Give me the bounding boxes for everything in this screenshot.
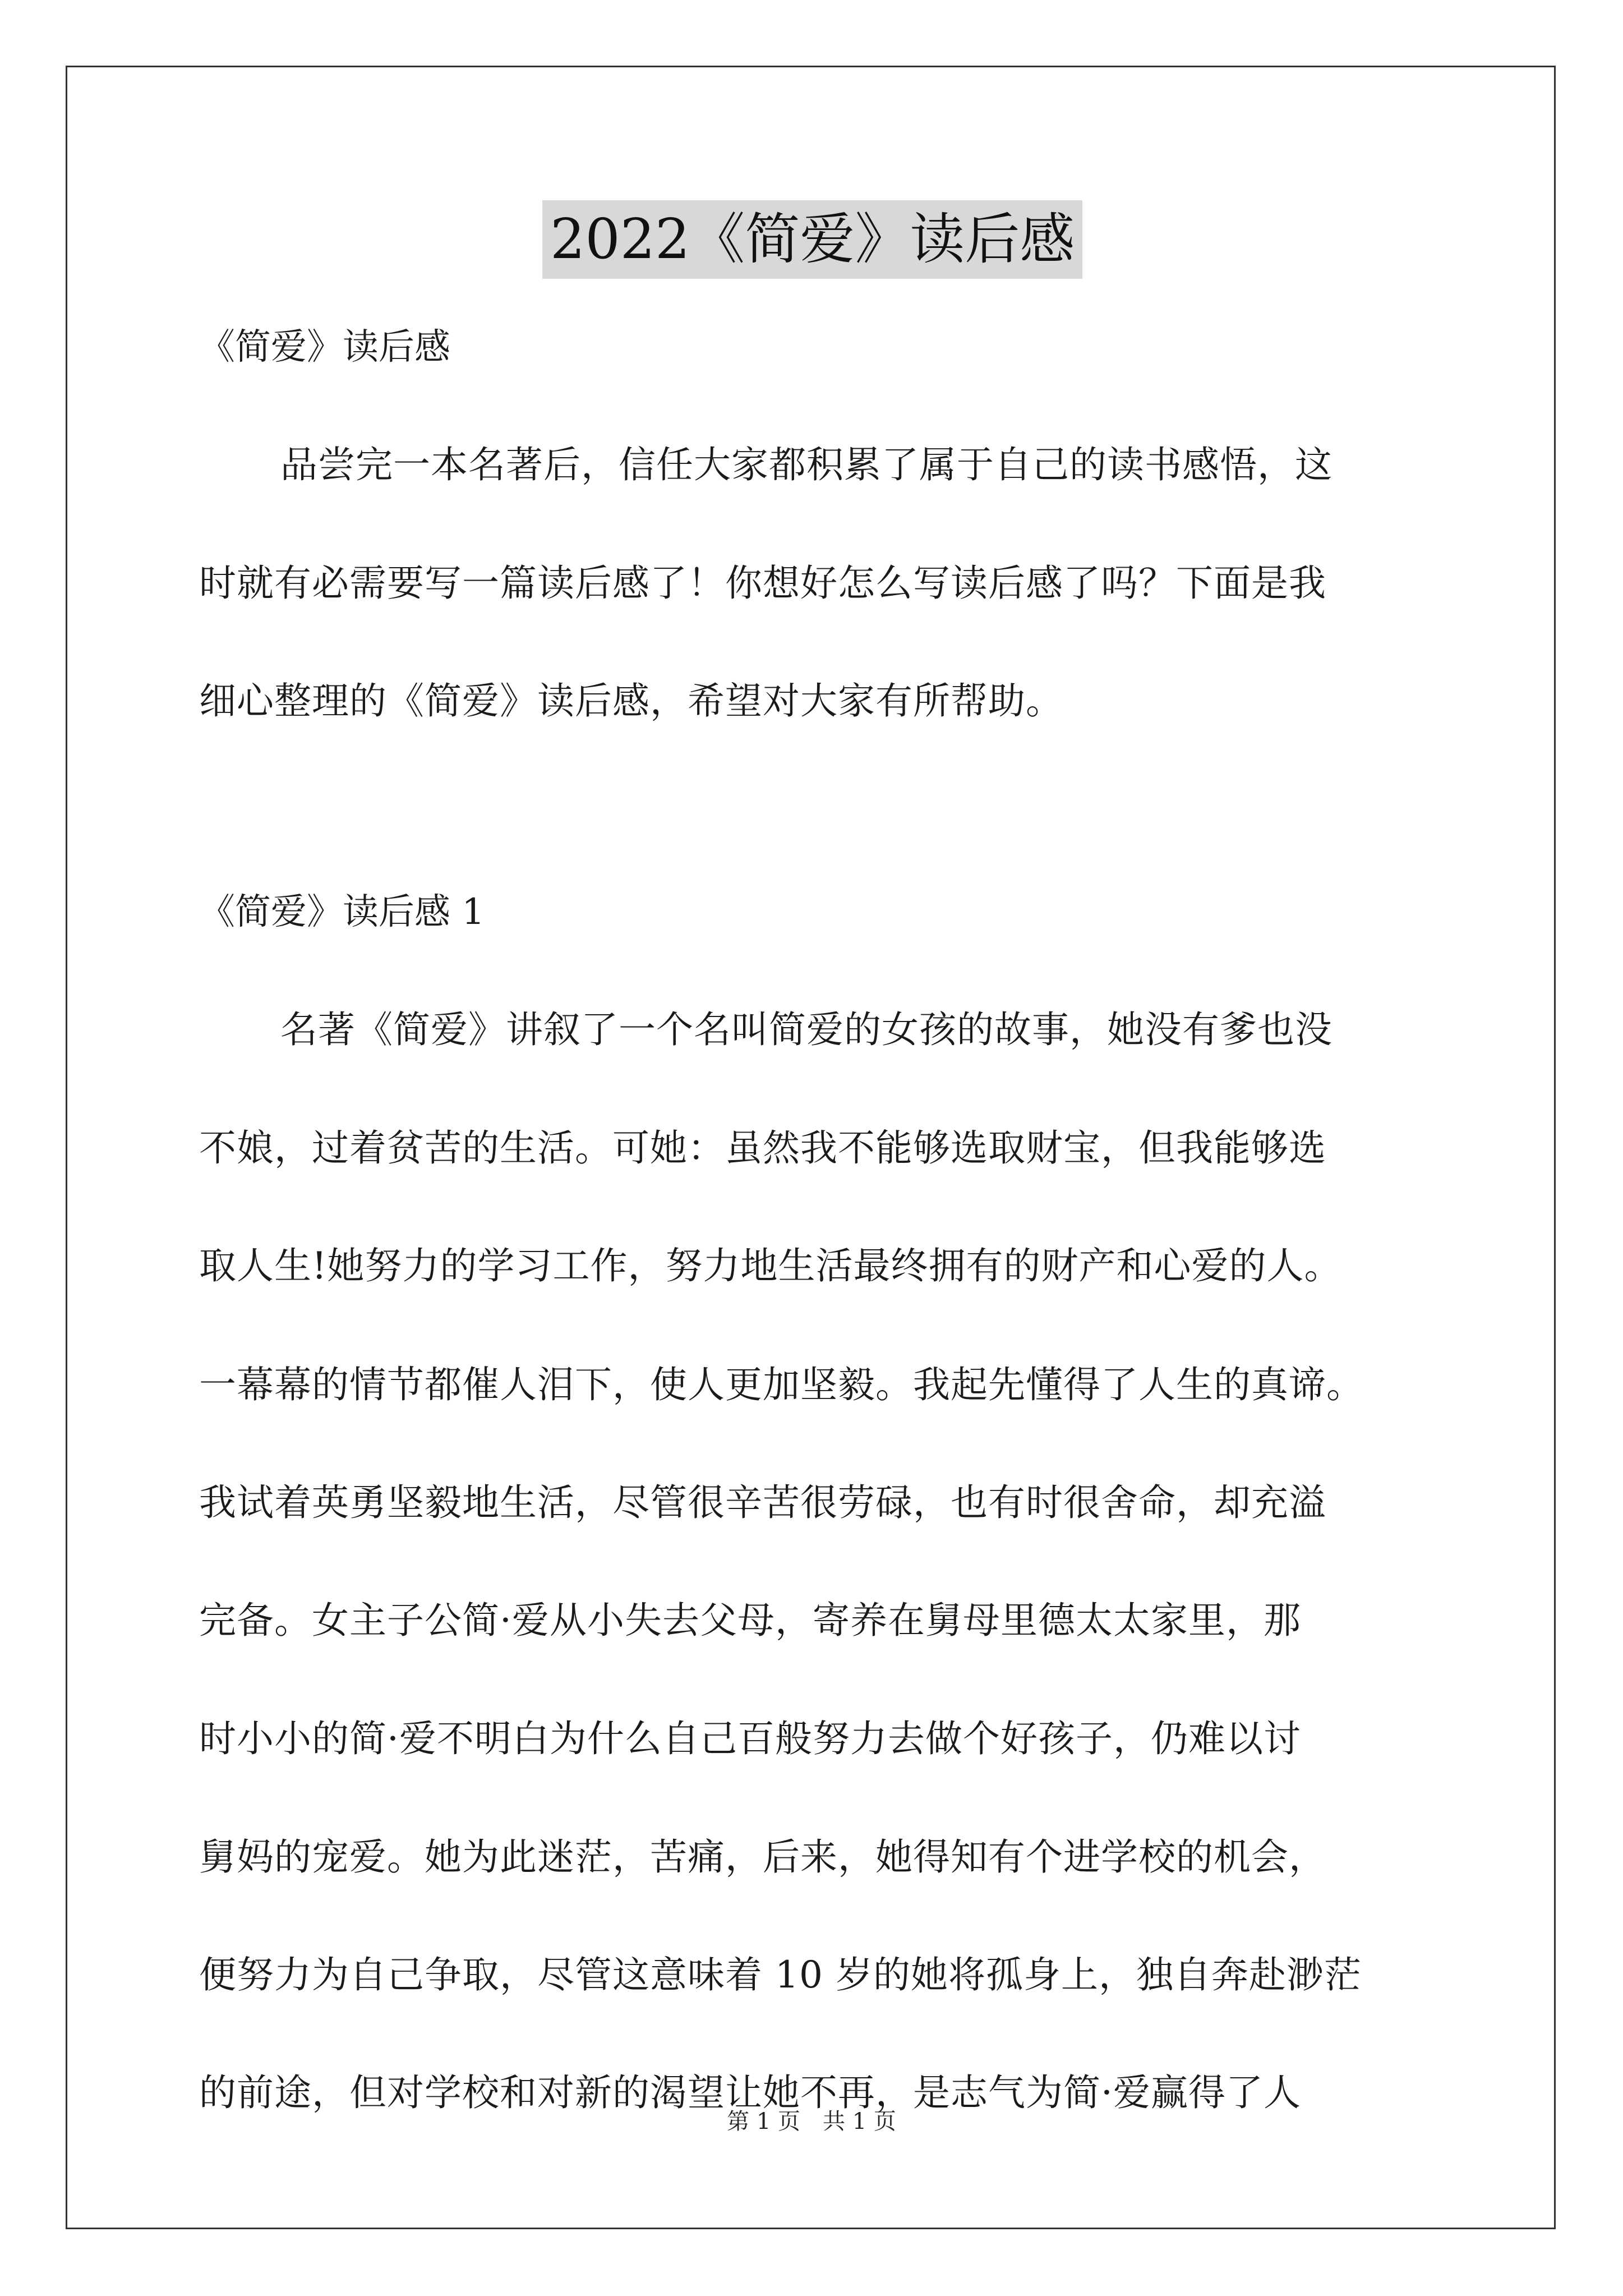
body-line: 便努力为自己争取，尽管这意味着 10 岁的她将孤身上，独自奔赴渺茫 — [199, 1953, 1362, 1996]
body-line: 完备。女主子公简·爱从小失去父母，寄养在舅母里德太太家里，那 — [199, 1599, 1301, 1642]
intro-heading: 《简爱》读后感 — [199, 326, 450, 368]
page-footer: 第 1 页 共 1 页 — [727, 2109, 896, 2134]
document-title: 2022《简爱》读后感 — [542, 200, 1082, 279]
intro-line: 细心整理的《简爱》读后感，希望对大家有所帮助。 — [199, 679, 1063, 723]
body-line: 取人生!她努力的学习工作，努力地生活最终拥有的财产和心爱的人。 — [199, 1244, 1342, 1287]
body-line: 我试着英勇坚毅地生活，尽管很辛苦很劳碌，也有时很舍命，却充溢 — [199, 1481, 1326, 1524]
body-line: 舅妈的宠爱。她为此迷茫，苦痛，后来，她得知有个进学校的机会， — [199, 1835, 1326, 1879]
body-line: 时小小的简·爱不明白为什么自己百般努力去做个好孩子，仍难以讨 — [199, 1717, 1301, 1760]
body-line: 的前途，但对学校和对新的渴望让她不再，是志气为简·爱赢得了人 — [199, 2071, 1301, 2114]
body-line: 名著《简爱》讲叙了一个名叫简爱的女孩的故事，她没有爹也没 — [280, 1008, 1332, 1051]
intro-line: 品尝完一本名著后，信任大家都积累了属于自己的读书感悟，这 — [280, 443, 1332, 486]
intro-line: 时就有必需要写一篇读后感了！你想好怎么写读后感了吗？下面是我 — [199, 562, 1326, 605]
body-line: 一幕幕的情节都催人泪下，使人更加坚毅。我起先懂得了人生的真谛。 — [199, 1363, 1364, 1406]
section1-heading: 《简爱》读后感 1 — [199, 891, 485, 933]
body-line: 不娘，过着贫苦的生活。可她：虽然我不能够选取财宝，但我能够选 — [199, 1126, 1326, 1170]
